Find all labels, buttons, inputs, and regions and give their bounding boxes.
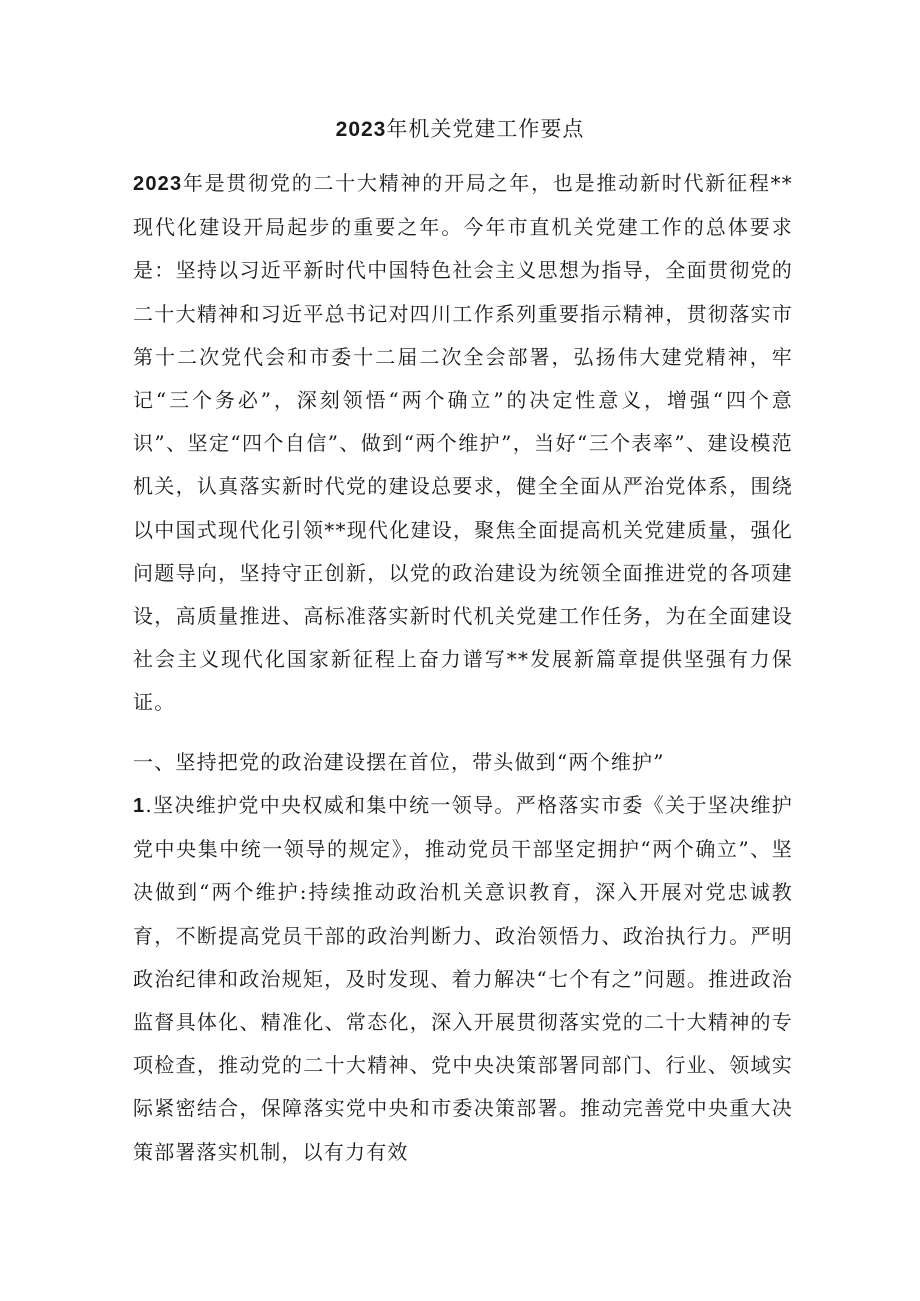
section-heading-1: 一、坚持把党的政治建设摆在首位，带头做到“两个维护” <box>133 750 665 774</box>
document-title <box>0 114 920 145</box>
item-1-text: .坚决维护党中央权威和集中统一领导。严格落实市委《关于坚决维护党中央集中统一领导的规定》，推动党员干部坚定拥护“两个确立”、坚决做到“两个维护:持续推动政治机关意识教育，深入开展对党忠诚教育，不断提高党员干部的政治判断力、政治领悟力、政治执行力。严明政治纪律和政治规矩，及时发现、着力解决“七个有之”问题。推进政治监督具体化、精准化、常态化，深入开展贯彻落实党的二十大精神的专项检查，推动党的二十大精神、党中央决策部署同部门、行业、领域实际紧密结合，保障落实党中央和市委决策部署。推动完善党中央重大决策部署落实机制，以有力有效 <box>133 793 793 1164</box>
intro-year: 2023 <box>133 173 183 195</box>
title-year: 2023 <box>335 118 387 141</box>
intro-paragraph <box>133 162 793 725</box>
item-1-number: 1 <box>133 795 146 817</box>
title-text: 年机关党建工作要点 <box>386 117 585 141</box>
intro-text: 年是贯彻党的二十大精神的开局之年，也是推动新时代新征程**现代化建设开局起步的重要之年。今年市直机关党建工作的总体要求是：坚持以习近平新时代中国特色社会主义思想为指导，全面贯彻党的二十大精神和习近平总书记对四川工作系列重要指示精神，贯彻落实市第十二次党代会和市委十二届二次全会部署，弘扬伟大建党精神，牢记“三个务必”，深刻领悟“两个确立”的决定性意义，增强“四个意识”、坚定“四个自信”、做到“两个维护”，当好“三个表率”、建设模范机关，认真落实新时代党的建设总要求，健全全面从严治党体系，围绕以中国式现代化引领**现代化建设，聚焦全面提高机关党建质量，强化问题导向，坚持守正创新，以党的政治建设为统领全面推进党的各项建设，高质量推进、高标准落实新时代机关党建工作任务，为在全面建设社会主义现代化国家新征程上奋力谱写**发展新篇章提供坚强有力保证。 <box>133 171 793 715</box>
item-1-paragraph <box>133 784 793 1174</box>
